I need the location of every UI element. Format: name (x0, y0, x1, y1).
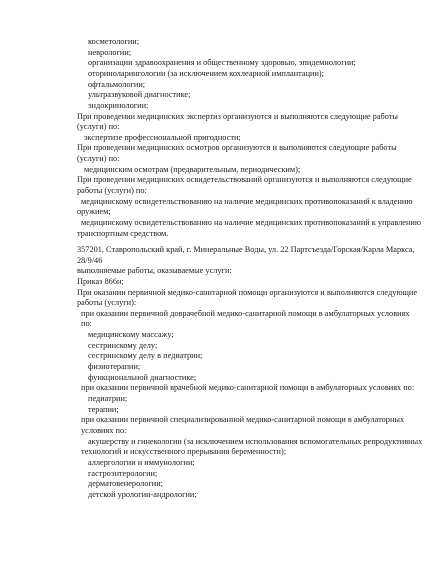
section-text: При проведении медицинских освидетельствований организуются и выполняются следующие (77, 175, 412, 184)
list-item: аллергологии и иммунологии; (88, 458, 195, 467)
section-text: При проведении медицинских экспертиз организуются и выполняются следующие работы (77, 112, 398, 121)
subsection-text: по: (81, 319, 92, 328)
section-text: работы (услуги): (77, 298, 137, 307)
list-item: педиатрии; (88, 394, 128, 403)
section-text: выполняемые работы, оказываемые услуги: (77, 266, 232, 275)
list-item: организации здравоохранения и общественному здоровью, эпидемиологии; (88, 58, 356, 67)
list-item: ультразвуковой диагностике; (88, 90, 191, 99)
section-text: При проведении медицинских осмотров организуются и выполняются следующие работы (77, 143, 397, 152)
section-text: (услуги) по: (77, 122, 120, 131)
list-item: детской урологии-андрологии; (88, 490, 197, 499)
list-item: медицинским осмотрам (предварительным, периодическим); (84, 165, 301, 174)
section-text: (услуги) по: (77, 154, 120, 163)
list-item: функциональной диагностике; (88, 373, 197, 382)
section-text: работы (услуги) по: (77, 186, 147, 195)
list-item: медицинскому освидетельствованию на наличие медицинских противопоказаний к управлению (81, 218, 422, 227)
list-item: сестринскому делу в педиатрии; (88, 351, 203, 360)
list-item: акушерству и гинекологии (за исключением использования вспомогательных репродуктивных (88, 437, 423, 446)
list-item: терапии; (88, 405, 119, 414)
list-item: гастроэнтерологии; (88, 469, 158, 478)
list-item: оториноларингологии (за исключением кохлеарной имплантации); (88, 69, 324, 78)
list-item: технологий и искусственного прерывания беременности); (81, 447, 287, 456)
list-item: неврологии; (88, 48, 132, 57)
subsection-text: при оказании первичной специализированной медико-санитарной помощи в амбулаторных (81, 415, 405, 424)
list-item: дерматовенерологии; (88, 479, 163, 488)
subsection-text: условиях по: (81, 426, 127, 435)
list-item: офтальмологии; (88, 80, 146, 89)
subsection-text: при оказании первичной врачебной медико-санитарной помощи в амбулаторных условиях по: (81, 383, 415, 392)
list-item: физиотерапии; (88, 362, 141, 371)
list-item: медицинскому освидетельствованию на наличие медицинских противопоказаний к владению (81, 197, 413, 206)
subsection-text: при оказании первичной доврачебной медико-санитарной помощи в амбулаторных условиях (81, 309, 410, 318)
list-item: оружием; (77, 207, 111, 216)
list-item: экспертизе профессиональной пригодности; (84, 133, 241, 142)
list-item: косметологии; (88, 37, 140, 46)
address-text: 357201, Ставропольский край, г. Минеральные Воды, ул. 22 Партсъезда/Горская/Карла Маркса, (77, 245, 415, 254)
section-text: Приказ 866н; (77, 277, 124, 286)
address-text: 28/9/46 (77, 256, 103, 265)
list-item: сестринскому делу; (88, 341, 158, 350)
list-item: транспортным средством. (77, 229, 169, 238)
list-item: эндокринологии; (88, 101, 149, 110)
section-text: При оказании первичной медико-санитарной помощи организуются и выполняются следующие (77, 288, 418, 297)
list-item: медицинскому массажу; (88, 330, 174, 339)
